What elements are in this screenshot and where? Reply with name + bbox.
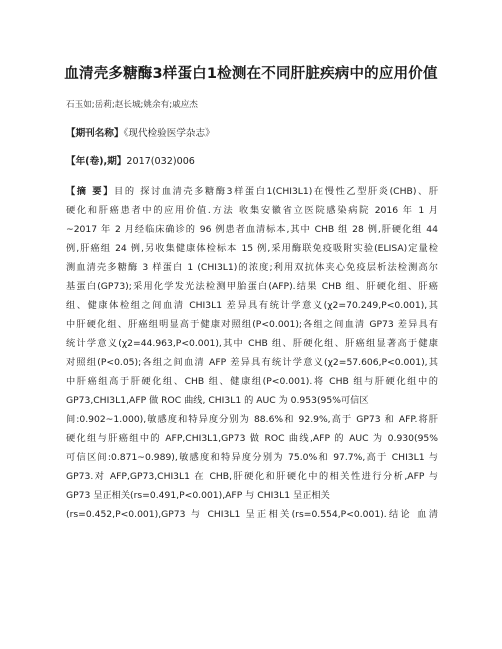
- abstract-line: 例,肝癌组 24 例,另收集健康体检标本 15 例,采用酶联免疫吸附实验(ELISA)定量检: [66, 243, 438, 254]
- journal-label: 【期刊名称】: [66, 128, 124, 139]
- abstract-line: 组、健康体检组之间血清 CHI3L1 差异具有统计学意义(χ2=70.249,P<0.001),其: [66, 300, 438, 311]
- abstract-line: 【摘 要】目的 探讨血清壳多糖酶3样蛋白1(CHI3L1)在慢性乙型肝炎(CHB)、肝: [66, 186, 439, 197]
- abstract-line: 中肝硬化组、肝癌组明显高于健康对照组(P<0.001);各组之间血清 GP73 差异具有: [66, 319, 438, 330]
- paper-title: 血清壳多糖酶3样蛋白1检测在不同肝脏疾病中的应用价值: [64, 66, 438, 82]
- issue-value: 2017(032)006: [126, 156, 195, 167]
- journal-value: 《现代检验医学杂志》: [123, 128, 215, 139]
- abstract-label: 【摘 要】: [66, 186, 115, 197]
- abstract-line: 基蛋白(GP73);采用化学发光法检测甲胎蛋白(AFP).结果 CHB 组、肝硬化组、肝癌: [66, 281, 438, 292]
- author-list: 石玉如;岳莉;赵长城;姚余有;戚应杰: [66, 100, 198, 110]
- abstract-line: ~2017 年 2 月经临床确诊的 96 例患者血清标本,其中 CHB 组 28 例,肝硬化组 44: [66, 224, 438, 235]
- abstract-line: 中肝癌组高于肝硬化组、CHB 组、健康组(P<0.001).将 CHB 组与肝硬化组中的: [66, 376, 438, 387]
- abstract-line: 硬化和肝癌患者中的应用价值.方法 收集安徽省立医院感染病院 2016 年 1 月: [66, 205, 438, 216]
- abstract-line: GP73.对 AFP,GP73,CHI3L1 在 CHB,肝硬化和肝硬化中的相关性进行分析,AFP 与: [66, 471, 438, 482]
- abstract-line: GP73 呈正相关(rs=0.491,P<0.001),AFP 与 CHI3L1 呈正相关: [66, 490, 330, 501]
- issue-line: [66, 153, 195, 167]
- abstract-block: [66, 182, 438, 524]
- abstract-line: GP73,CHI3L1,AFP 做 ROC 曲线, CHI3L1 的 AUC 为 0.953(95%可信区: [66, 395, 369, 406]
- abstract-line: 可信区间:0.871~0.989),敏感度和特异度分别为 75.0%和 97.7%,高于 CHI3L1 与: [66, 452, 438, 463]
- journal-line: [66, 125, 215, 139]
- issue-label: 【年(卷),期】: [66, 156, 127, 167]
- abstract-line: 对照组(P<0.05);各组之间血清 AFP 差异具有统计学意义(χ2=57.606,P<0.001),其: [66, 357, 438, 368]
- abstract-line: 测血清壳多糖酶 3 样蛋白 1 (CHI3L1)的浓度;利用双抗体夹心免疫层析法检测高尔: [66, 262, 438, 273]
- abstract-line: (rs=0.452,P<0.001),GP73 与 CHI3L1 呈正相关(rs=0.554,P<0.001).结论 血清: [66, 509, 438, 520]
- abstract-line: 统计学意义(χ2=44.963,P<0.001),其中 CHB 组、肝硬化组、肝癌组显著高于健康: [66, 338, 438, 349]
- abstract-line: 硬化组与肝癌组中的 AFP,CHI3L1,GP73 做 ROC 曲线,AFP 的 AUC 为 0.930(95%: [66, 433, 438, 444]
- abstract-line: 间:0.902~1.000),敏感度和特异度分别为 88.6%和 92.9%,高于 GP73 和 AFP.将肝: [66, 414, 438, 425]
